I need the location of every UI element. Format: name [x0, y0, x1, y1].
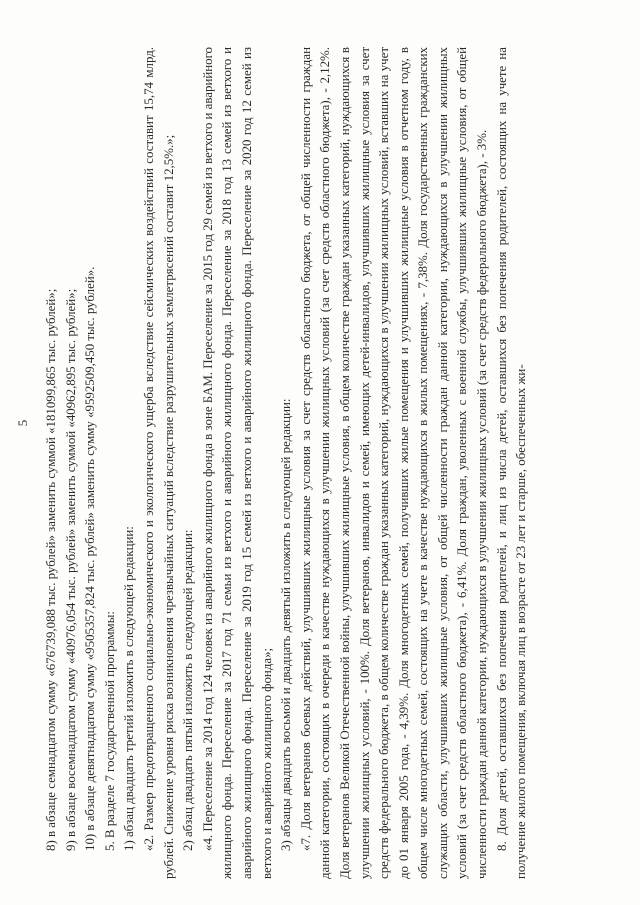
paragraph-quote-7: «7. Доля ветеранов боевых действий, улучшивших жилищные условия за счет средств областного бюджета, от общей численности граждан данной категории, состоящих в очереди в качестве нуждающихся в улучшении жилищных условий (за счет средств областного бюджета), - 2,12%. Доля ветеранов Великой Отечественной войны, улучшивших жилищные условия, в общем количестве граждан указанных категорий, нуждающихся в улучшении жилищных условий, - 100%. Доля ветеранов, инвалидов и семей, имеющих детей-инвалидов, улучшивших жилищные условия за счет средств федерального бюджета, в общем количестве граждан указанных категорий, нуждающихся в улучшении жилищных условий, вставших на учет до 01 января 2005 года, - 4,39%. Доля многодетных семей, получивших жилые помещения и улучшивших жилищные условия в отчетном году, в общем числе многодетных семей, состоящих на учете в качестве нуждающихся в жилых помещениях, - 7,38%. Доля государственных гражданских служащих области, улучшивших жилищные условия, от общей численности граждан данной категории, нуждающихся в улучшении жилищных условий (за счет средств областного бюджета), - 6,41%. Доля граждан, уволенных с военной службы, улучшивших жилищные условия, от общей численности граждан данной категории, нуждающихся в улучшении жилищных условий (за счет средств федерального бюджета), - 3%. [298, 47, 490, 879]
paragraph-item-9: 9) в абзаце восемнадцатом сумму «40976,054 тыс. рублей» заменить суммой «40962,895 тыс. рублей»; [63, 288, 78, 851]
paragraph-quote-2: «2. Размер предотвращенного социально-экономического и экологического ущерба вследствие сейсмических воздействий составит 15,74 млрд. рублей. Снижение уровня риска возникновения чрезвычайных ситуаций вследствие разрушительных землетрясений составит 12,5%.»; [141, 47, 176, 879]
page-number: 5 [16, 419, 30, 427]
paragraph-quote-4: «4. Переселение за 2014 год 124 человек из аварийного жилищного фонда в зоне БАМ. Переселение за 2015 год 29 семей из ветхого и аварийного жилищного фонда. Переселение за 2017 год 71 семьи из ветхого и аварийного жилищного фонда. Переселение за 2018 год 13 семей из ветхого и аварийного жилищного фонда. Переселение за 2019 год 15 семей из ветхого и аварийного жилищного фонда. Переселение за 2020 год 12 семей из ветхого и аварийного жилищного фонда»; [200, 47, 274, 879]
paragraph-sub-2: 2) абзац двадцать пятый изложить в следующей редакции: [181, 529, 196, 851]
document-sheet [14, 47, 614, 879]
paragraph-section-5: 5. В разделе 7 государственной программы: [102, 611, 117, 851]
paragraph-item-8: 8) в абзаце семнадцатом сумму «676739,088 тыс. рублей» заменить суммой «181099,865 тыс. рублей»; [44, 288, 58, 851]
paragraph-sub-3: 3) абзацы двадцать восьмой и двадцать девятый изложить в следующей редакции: [279, 398, 294, 851]
paragraph-item-8-children: 8. Доля детей, оставшихся без попечения родителей, и лиц из числа детей, оставшихся без попечения родителей, состоящих на учете на получение жилого помещения, включая лиц в возрасте от 23 лет и старше, обеспеченных жи- [494, 47, 529, 879]
paragraph-sub-1: 1) абзац двадцать третий изложить в следующей редакции: [122, 526, 137, 851]
paragraph-item-10: 10) в абзаце девятнадцатом сумму «9505357,824 тыс. рублей» заменить сумму «9592509,450 тыс. рублей». [83, 266, 98, 851]
